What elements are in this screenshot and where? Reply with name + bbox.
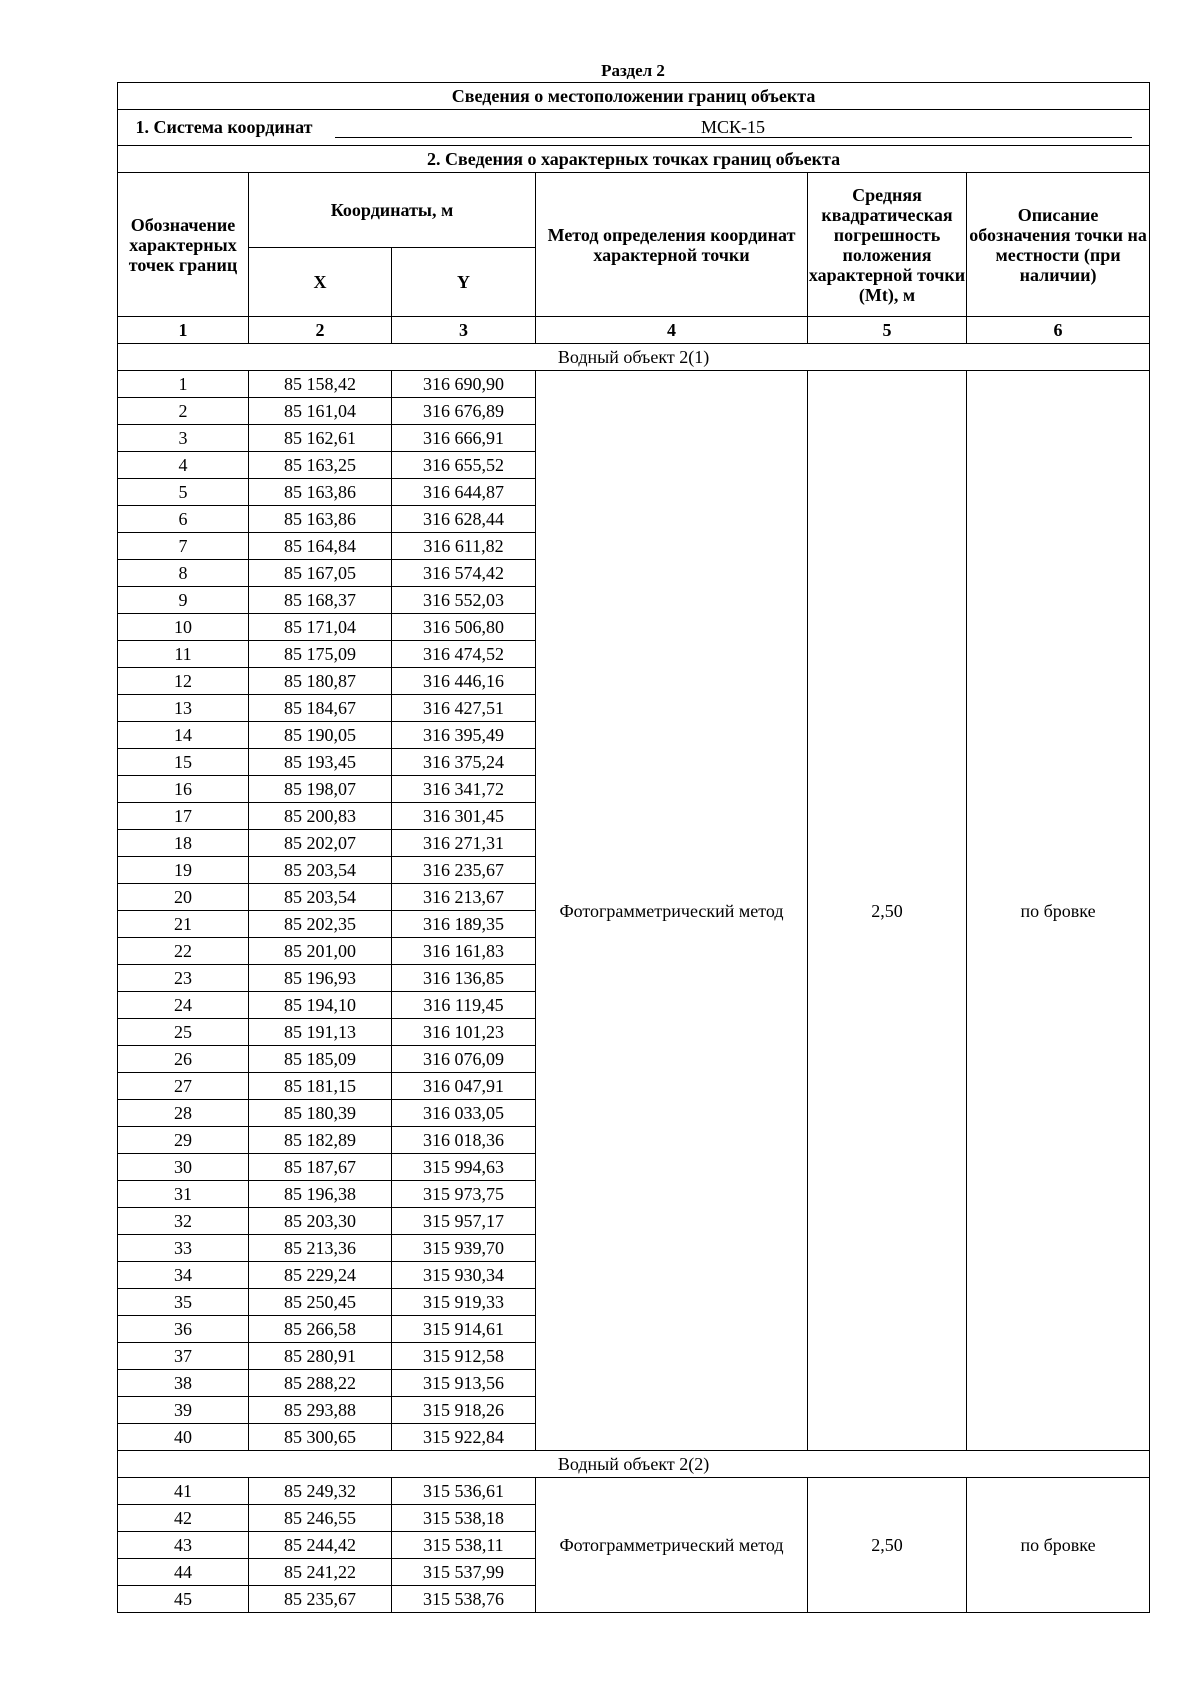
point-y: 315 919,33 <box>392 1289 536 1316</box>
point-y: 316 018,36 <box>392 1127 536 1154</box>
point-x: 85 196,93 <box>249 965 392 992</box>
point-x: 85 203,54 <box>249 884 392 911</box>
point-x: 85 244,42 <box>249 1532 392 1559</box>
point-x: 85 162,61 <box>249 425 392 452</box>
col-number: 1 <box>118 317 249 344</box>
point-x: 85 164,84 <box>249 533 392 560</box>
point-y: 316 611,82 <box>392 533 536 560</box>
point-x: 85 241,22 <box>249 1559 392 1586</box>
point-x: 85 167,05 <box>249 560 392 587</box>
point-number: 37 <box>118 1343 249 1370</box>
point-number: 2 <box>118 398 249 425</box>
point-number: 27 <box>118 1073 249 1100</box>
point-number: 16 <box>118 776 249 803</box>
point-number: 9 <box>118 587 249 614</box>
table-row <box>118 1478 1150 1505</box>
point-y: 315 538,11 <box>392 1532 536 1559</box>
point-number: 25 <box>118 1019 249 1046</box>
point-number: 42 <box>118 1505 249 1532</box>
point-y: 316 341,72 <box>392 776 536 803</box>
point-number: 3 <box>118 425 249 452</box>
point-x: 85 171,04 <box>249 614 392 641</box>
point-x: 85 161,04 <box>249 398 392 425</box>
point-y: 316 628,44 <box>392 506 536 533</box>
point-number: 30 <box>118 1154 249 1181</box>
group-name: Водный объект 2(1) <box>118 344 1150 371</box>
point-x: 85 203,30 <box>249 1208 392 1235</box>
point-y: 316 666,91 <box>392 425 536 452</box>
point-x: 85 181,15 <box>249 1073 392 1100</box>
point-x: 85 300,65 <box>249 1424 392 1451</box>
point-number: 5 <box>118 479 249 506</box>
description-cell: по бровке <box>967 1478 1150 1613</box>
point-x: 85 191,13 <box>249 1019 392 1046</box>
point-y: 315 913,56 <box>392 1370 536 1397</box>
point-y: 315 922,84 <box>392 1424 536 1451</box>
point-y: 316 235,67 <box>392 857 536 884</box>
point-x: 85 185,09 <box>249 1046 392 1073</box>
point-x: 85 175,09 <box>249 641 392 668</box>
point-number: 39 <box>118 1397 249 1424</box>
table-row <box>118 371 1150 398</box>
section-title: Раздел 2 <box>601 61 665 80</box>
point-number: 38 <box>118 1370 249 1397</box>
point-y: 316 427,51 <box>392 695 536 722</box>
point-number: 10 <box>118 614 249 641</box>
point-x: 85 187,67 <box>249 1154 392 1181</box>
point-y: 316 213,67 <box>392 884 536 911</box>
point-y: 316 375,24 <box>392 749 536 776</box>
point-x: 85 180,39 <box>249 1100 392 1127</box>
point-y: 316 033,05 <box>392 1100 536 1127</box>
point-x: 85 246,55 <box>249 1505 392 1532</box>
point-number: 26 <box>118 1046 249 1073</box>
point-y: 315 537,99 <box>392 1559 536 1586</box>
point-y: 315 538,76 <box>392 1586 536 1613</box>
point-y: 316 395,49 <box>392 722 536 749</box>
point-number: 41 <box>118 1478 249 1505</box>
point-x: 85 250,45 <box>249 1289 392 1316</box>
col-header-error: Средняя квадратическая погрешность положения характерной точки (Mt), м <box>808 173 967 317</box>
point-number: 1 <box>118 371 249 398</box>
point-y: 316 076,09 <box>392 1046 536 1073</box>
point-number: 29 <box>118 1127 249 1154</box>
point-number: 35 <box>118 1289 249 1316</box>
point-number: 11 <box>118 641 249 668</box>
coord-system-value: МСК-15 <box>335 117 1132 138</box>
method-cell: Фотограмметрический метод <box>536 1478 808 1613</box>
point-y: 316 690,90 <box>392 371 536 398</box>
col-number: 4 <box>536 317 808 344</box>
point-y: 316 474,52 <box>392 641 536 668</box>
col-header-x: X <box>249 248 392 317</box>
error-cell: 2,50 <box>808 371 967 1451</box>
point-number: 8 <box>118 560 249 587</box>
point-number: 23 <box>118 965 249 992</box>
point-y: 315 914,61 <box>392 1316 536 1343</box>
point-y: 315 973,75 <box>392 1181 536 1208</box>
point-y: 316 552,03 <box>392 587 536 614</box>
point-y: 316 271,31 <box>392 830 536 857</box>
table-subtitle: 2. Сведения о характерных точках границ объекта <box>118 146 1150 173</box>
col-header-method: Метод определения координат характерной точки <box>536 173 808 317</box>
col-header-y: Y <box>392 248 536 317</box>
point-number: 33 <box>118 1235 249 1262</box>
point-x: 85 200,83 <box>249 803 392 830</box>
point-y: 316 189,35 <box>392 911 536 938</box>
point-number: 7 <box>118 533 249 560</box>
point-number: 4 <box>118 452 249 479</box>
point-number: 24 <box>118 992 249 1019</box>
point-y: 315 918,26 <box>392 1397 536 1424</box>
point-x: 85 198,07 <box>249 776 392 803</box>
point-number: 13 <box>118 695 249 722</box>
point-y: 315 538,18 <box>392 1505 536 1532</box>
point-y: 316 644,87 <box>392 479 536 506</box>
point-number: 43 <box>118 1532 249 1559</box>
point-number: 21 <box>118 911 249 938</box>
point-number: 32 <box>118 1208 249 1235</box>
point-y: 315 536,61 <box>392 1478 536 1505</box>
point-x: 85 203,54 <box>249 857 392 884</box>
group-name: Водный объект 2(2) <box>118 1451 1150 1478</box>
point-x: 85 193,45 <box>249 749 392 776</box>
point-x: 85 288,22 <box>249 1370 392 1397</box>
point-x: 85 293,88 <box>249 1397 392 1424</box>
point-number: 34 <box>118 1262 249 1289</box>
col-header-description: Описание обозначения точки на местности (при наличии) <box>967 173 1150 317</box>
col-number: 2 <box>249 317 392 344</box>
point-x: 85 158,42 <box>249 371 392 398</box>
point-y: 315 939,70 <box>392 1235 536 1262</box>
error-cell: 2,50 <box>808 1478 967 1613</box>
point-number: 22 <box>118 938 249 965</box>
point-number: 28 <box>118 1100 249 1127</box>
point-y: 316 136,85 <box>392 965 536 992</box>
col-number: 6 <box>967 317 1150 344</box>
point-number: 31 <box>118 1181 249 1208</box>
point-x: 85 184,67 <box>249 695 392 722</box>
method-cell: Фотограмметрический метод <box>536 371 808 1451</box>
point-number: 20 <box>118 884 249 911</box>
point-x: 85 190,05 <box>249 722 392 749</box>
point-y: 316 301,45 <box>392 803 536 830</box>
point-y: 316 574,42 <box>392 560 536 587</box>
point-y: 316 655,52 <box>392 452 536 479</box>
col-number: 3 <box>392 317 536 344</box>
point-number: 18 <box>118 830 249 857</box>
point-x: 85 163,86 <box>249 479 392 506</box>
point-y: 316 161,83 <box>392 938 536 965</box>
point-number: 36 <box>118 1316 249 1343</box>
point-x: 85 280,91 <box>249 1343 392 1370</box>
col-number: 5 <box>808 317 967 344</box>
point-x: 85 168,37 <box>249 587 392 614</box>
group-row <box>118 1451 1150 1478</box>
point-x: 85 196,38 <box>249 1181 392 1208</box>
boundary-points-table <box>117 82 1150 1613</box>
col-header-designation: Обозначение характерных точек границ <box>118 173 249 317</box>
table-title: Сведения о местоположении границ объекта <box>118 83 1150 110</box>
point-y: 315 930,34 <box>392 1262 536 1289</box>
point-y: 315 957,17 <box>392 1208 536 1235</box>
description-cell: по бровке <box>967 371 1150 1451</box>
point-number: 15 <box>118 749 249 776</box>
point-number: 17 <box>118 803 249 830</box>
group-row <box>118 344 1150 371</box>
point-number: 12 <box>118 668 249 695</box>
point-x: 85 202,35 <box>249 911 392 938</box>
point-x: 85 163,86 <box>249 506 392 533</box>
point-x: 85 229,24 <box>249 1262 392 1289</box>
point-x: 85 201,00 <box>249 938 392 965</box>
point-number: 14 <box>118 722 249 749</box>
point-y: 316 101,23 <box>392 1019 536 1046</box>
point-x: 85 213,36 <box>249 1235 392 1262</box>
col-header-coordinates: Координаты, м <box>249 173 536 248</box>
point-y: 316 047,91 <box>392 1073 536 1100</box>
point-x: 85 249,32 <box>249 1478 392 1505</box>
point-y: 315 912,58 <box>392 1343 536 1370</box>
coord-system-row <box>118 110 1150 146</box>
point-y: 316 506,80 <box>392 614 536 641</box>
point-number: 45 <box>118 1586 249 1613</box>
point-number: 40 <box>118 1424 249 1451</box>
point-x: 85 202,07 <box>249 830 392 857</box>
point-x: 85 182,89 <box>249 1127 392 1154</box>
point-y: 316 676,89 <box>392 398 536 425</box>
point-y: 316 446,16 <box>392 668 536 695</box>
point-x: 85 266,58 <box>249 1316 392 1343</box>
point-number: 6 <box>118 506 249 533</box>
point-x: 85 235,67 <box>249 1586 392 1613</box>
point-number: 19 <box>118 857 249 884</box>
point-y: 315 994,63 <box>392 1154 536 1181</box>
point-x: 85 163,25 <box>249 452 392 479</box>
coord-system-label: 1. Система координат <box>135 117 313 137</box>
point-y: 316 119,45 <box>392 992 536 1019</box>
point-number: 44 <box>118 1559 249 1586</box>
point-x: 85 180,87 <box>249 668 392 695</box>
point-x: 85 194,10 <box>249 992 392 1019</box>
